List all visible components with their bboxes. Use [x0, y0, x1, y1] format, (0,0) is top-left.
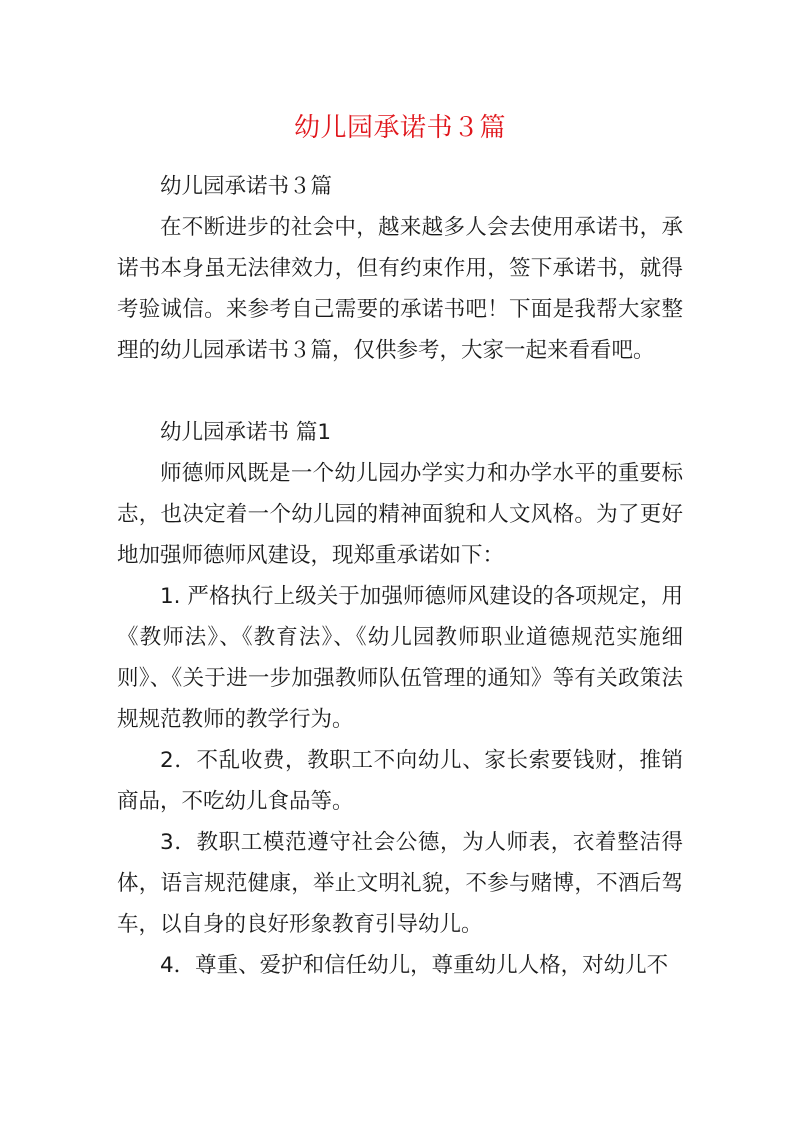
document-title: 幼儿园承诺书３篇 — [293, 113, 506, 143]
commitment-item-3: 3．教职工模范遵守社会公德，为人师表，衣着整洁得体，语言规范健康，举止文明礼貌，不参与赌博，不酒后驾车，以自身的良好形象教育引导幼儿。 — [117, 830, 683, 937]
section-heading-1: 幼儿园承诺书 篇1 — [160, 420, 332, 445]
intro-subtitle: 幼儿园承诺书３篇 — [160, 174, 333, 199]
intro-paragraph: 在不断进步的社会中，越来越多人会去使用承诺书，承诺书本身虽无法律效力，但有约束作用，签下承诺书，就得考验诚信。来参考自己需要的承诺书吧！下面是我帮大家整理的幼儿园承诺书３篇，仅供参考，大家一起来看看吧。 — [117, 215, 683, 363]
commitment-item-4: 4．尊重、爱护和信任幼儿，尊重幼儿人格，对幼儿不 — [160, 953, 669, 978]
commitment-item-2: 2．不乱收费，教职工不向幼儿、家长索要钱财，推销商品，不吃幼儿食品等。 — [117, 748, 683, 814]
commitment-item-1: 1. 严格执行上级关于加强师德师风建设的各项规定，用《教师法》、《教育法》、《幼儿园教师职业道德规范实施细则》、《关于进一步加强教师队伍管理的通知》等有关政策法规规范教师的教学行为。 — [117, 584, 683, 732]
section-1-paragraph: 师德师风既是一个幼儿园办学实力和办学水平的重要标志，也决定着一个幼儿园的精神面貌和人文风格。为了更好地加强师德师风建设，现郑重承诺如下： — [117, 461, 683, 568]
section-spacer — [117, 371, 683, 412]
document-body — [117, 166, 683, 986]
